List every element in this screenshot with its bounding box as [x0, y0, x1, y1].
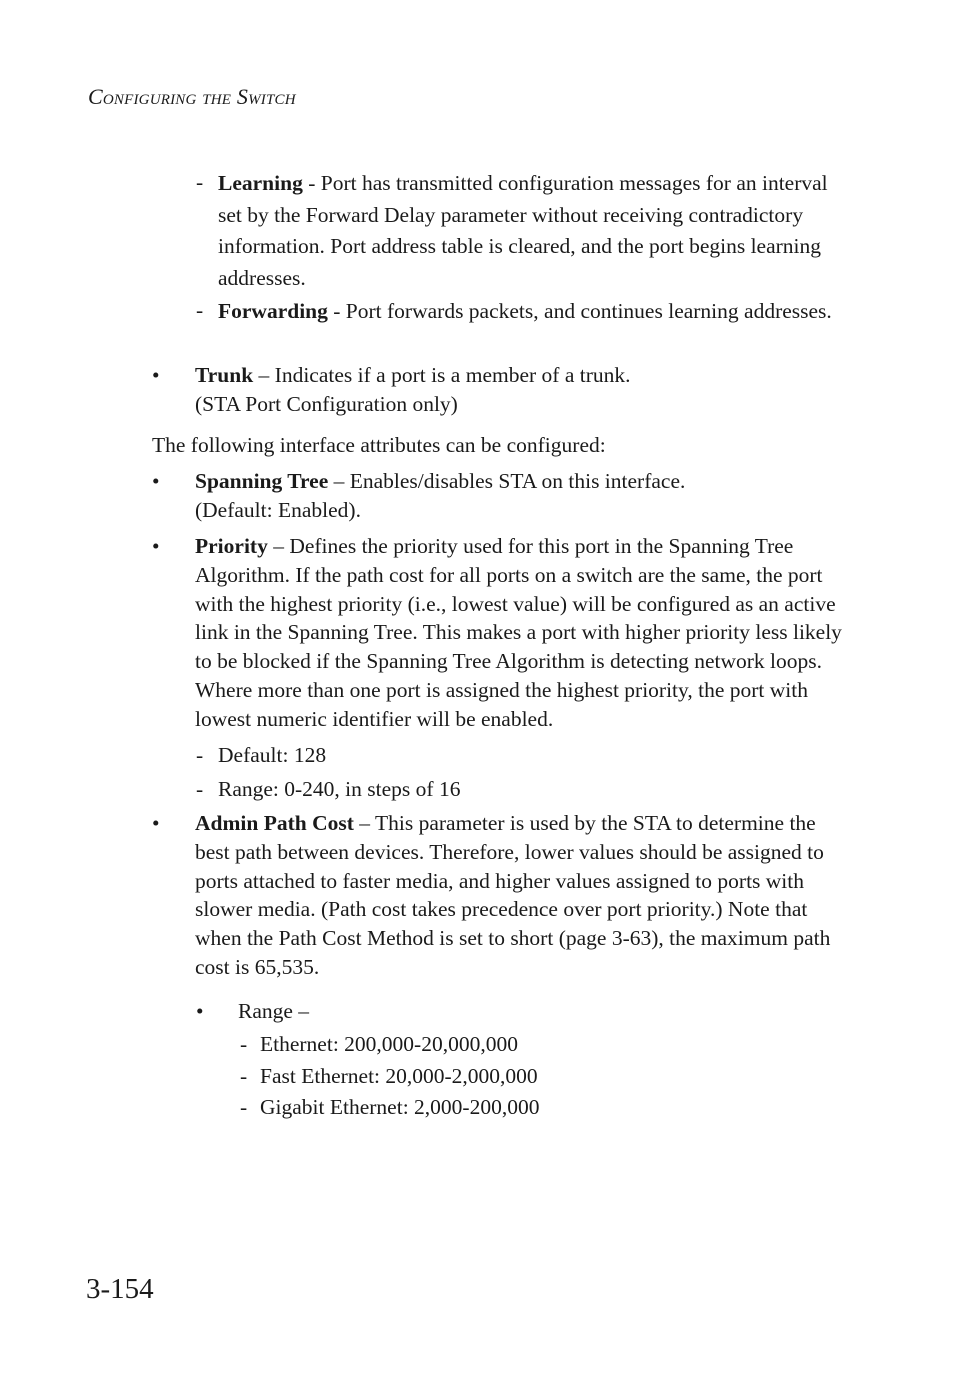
intro-text: The following interface attributes can be configured: — [152, 433, 606, 457]
admin-path-cost-item — [195, 809, 847, 982]
forwarding-description: - Port forwards packets, and continues learning addresses. — [327, 299, 832, 323]
range-gigabit-ethernet: Gigabit Ethernet: 2,000-200,000 — [260, 1095, 540, 1119]
admin-path-cost-bullet: • — [152, 811, 160, 835]
priority-range-dash: - — [196, 777, 204, 801]
range-ethernet-dash: - — [240, 1032, 248, 1056]
spanning-tree-item — [195, 467, 855, 525]
forwarding-term: Forwarding — [218, 299, 328, 323]
admin-path-cost-term: Admin Path Cost — [195, 811, 354, 835]
spanning-tree-bullet: • — [152, 469, 160, 493]
spanning-tree-term: Spanning Tree — [195, 469, 329, 493]
range-fast-ethernet: Fast Ethernet: 20,000-2,000,000 — [260, 1064, 538, 1088]
learning-description: - Port has transmitted configuration messages for an interval set by the Forward Delay parameter without receiving contradictory information. Port address table is cleared, and the port begins learning addresses. — [218, 171, 828, 290]
priority-item — [195, 532, 853, 734]
range-fast-ethernet-dash: - — [240, 1064, 248, 1088]
trunk-term: Trunk — [195, 363, 254, 387]
trunk-bullet: • — [152, 363, 160, 387]
range-ethernet: Ethernet: 200,000-20,000,000 — [260, 1032, 518, 1056]
trunk-note: (STA Port Configuration only) — [195, 392, 458, 416]
learning-dash: - — [196, 170, 204, 194]
spanning-tree-description: – Enables/disables STA on this interface. — [328, 469, 686, 493]
priority-range: Range: 0-240, in steps of 16 — [218, 777, 461, 801]
page-number: 3-154 — [86, 1273, 154, 1305]
forwarding-dash: - — [196, 298, 204, 322]
range-label: Range – — [238, 999, 310, 1023]
trunk-description: – Indicates if a port is a member of a trunk. — [253, 363, 631, 387]
learning-term: Learning — [218, 171, 303, 195]
admin-path-cost-description: – This parameter is used by the STA to determine the best path between devices. Therefore, lower values should be assigned to ports attached to faster media, and higher values assigned to ports with slower media. (Path cost takes precedence over port priority.) Note that when the Path Cost Method is set to short (page 3-63), the maximum path cost is 65,535. — [195, 811, 831, 979]
priority-term: Priority — [195, 534, 268, 558]
running-header: Configuring the Switch — [88, 84, 296, 109]
trunk-item — [195, 361, 855, 419]
priority-default-dash: - — [196, 743, 204, 767]
priority-description: – Defines the priority used for this port in the Spanning Tree Algorithm. If the path cost for all ports on a switch are the same, the port with the highest priority (i.e., lowest value) will be configured as an active link in the Spanning Tree. This makes a port with higher priority less likely to be blocked if the Spanning Tree Algorithm is detecting network loops. Where more than one port is assigned the highest priority, the port with lowest numeric identifier will be enabled. — [195, 534, 842, 731]
priority-default: Default: 128 — [218, 743, 327, 767]
forwarding-item — [218, 296, 848, 327]
spanning-tree-default: (Default: Enabled). — [195, 498, 361, 522]
range-bullet: • — [196, 999, 204, 1023]
learning-item — [218, 168, 848, 294]
priority-bullet: • — [152, 534, 160, 558]
range-gigabit-ethernet-dash: - — [240, 1095, 248, 1119]
